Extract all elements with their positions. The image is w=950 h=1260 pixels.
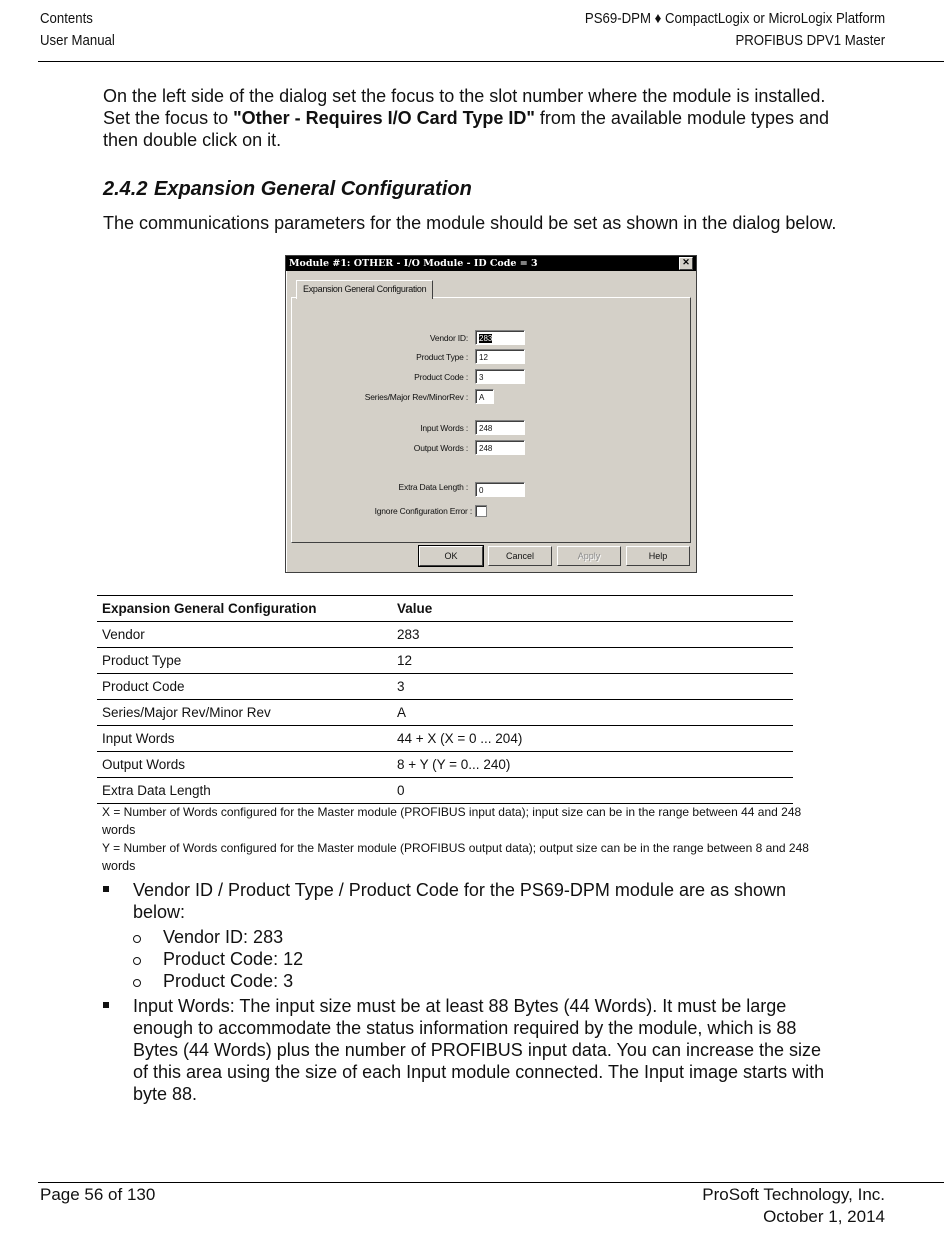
header-left [40, 8, 115, 52]
apply-button[interactable]: Apply [557, 546, 621, 566]
output-words-field[interactable]: 248 [475, 440, 525, 455]
header-rule [38, 61, 944, 62]
header-product-sub: PROFIBUS DPV1 Master [735, 32, 885, 49]
input-words-label: Input Words : [420, 423, 468, 433]
intro-line-1: On the left side of the dialog set the focus to the slot number where the module is installed. [103, 86, 826, 106]
ignore-config-error-label: Ignore Configuration Error : [374, 506, 472, 516]
vendor-id-field[interactable] [475, 330, 525, 345]
note-y-line-2: words [102, 859, 136, 873]
table-row [97, 778, 793, 804]
table-cell-value: A [392, 700, 793, 726]
footer-date: October 1, 2014 [763, 1207, 885, 1226]
bullet-2-line-5: byte 88. [133, 1084, 198, 1104]
close-icon[interactable]: ✕ [679, 257, 693, 270]
bullet-2-line-4: of this area using the size of each Input module connected. The Input image starts with [133, 1062, 825, 1082]
bullet-text [133, 995, 893, 1105]
intro-line-2-pre: Set the focus to [103, 108, 234, 128]
header-user-manual: User Manual [40, 32, 115, 49]
intro-line-2 [103, 107, 893, 129]
series-rev-label: Series/Major Rev/MinorRev : [364, 392, 468, 402]
circle-bullet-icon [133, 957, 141, 965]
config-table [97, 595, 793, 804]
table-header-config: Expansion General Configuration [97, 596, 392, 622]
table-row [97, 674, 793, 700]
table-cell-value: 3 [392, 674, 793, 700]
dialog-title: Module #1: OTHER - I/O Module - ID Code = 3 [289, 258, 538, 269]
note-x-line-1: X = Number of Words configured for the Master module (PROFIBUS input data); input size can be in the range between 44 and 248 [102, 805, 802, 819]
output-words-label: Output Words : [413, 443, 468, 453]
table-cell-param: Product Type [97, 648, 392, 674]
footer-rule [38, 1182, 944, 1183]
cancel-button[interactable]: Cancel [488, 546, 552, 566]
table-row [97, 648, 793, 674]
vendor-id-label: Vendor ID: [429, 333, 468, 343]
table-cell-value: 8 + Y (Y = 0... 240) [392, 752, 793, 778]
table-cell-value: 44 + X (X = 0 ... 204) [392, 726, 793, 752]
table-header-value: Value [392, 596, 793, 622]
table-cell-value: 0 [392, 778, 793, 804]
table-cell-param: Output Words [97, 752, 392, 778]
note-y-line-1: Y = Number of Words configured for the Master module (PROFIBUS output data); output size can be in the range between 8 and 248 [102, 841, 809, 855]
product-code-label: Product Code : [414, 372, 468, 382]
bullet-1-line-2: below: [133, 902, 186, 922]
bullet-2-line-3: Bytes (44 Words) plus the number of PROFIBUS input data. You can increase the size [133, 1040, 822, 1060]
footer-right [702, 1184, 885, 1228]
header-contents: Contents [40, 10, 93, 27]
sub-bullet-1: Vendor ID: 283 [163, 927, 284, 947]
intro-line-2-bold: "Other - Requires I/O Card Type ID" [233, 108, 535, 128]
table-cell-param: Series/Major Rev/Minor Rev [97, 700, 392, 726]
section-title: Expansion General Configuration [154, 178, 472, 200]
bullet-1-line-1: Vendor ID / Product Type / Product Code for the PS69-DPM module are as shown [133, 880, 787, 900]
intro-paragraph [103, 85, 893, 151]
table-row [97, 700, 793, 726]
circle-bullet-icon [133, 935, 141, 943]
product-type-field[interactable]: 12 [475, 349, 525, 364]
table-cell-value: 12 [392, 648, 793, 674]
table-row [97, 622, 793, 648]
ok-button[interactable]: OK [419, 546, 483, 566]
sub-bullet-3: Product Code: 3 [163, 971, 294, 991]
product-type-label: Product Type : [416, 352, 468, 362]
product-code-field[interactable]: 3 [475, 369, 525, 384]
bullet-square-icon [103, 1002, 109, 1008]
section-heading [103, 178, 472, 201]
bullet-square-icon [103, 886, 109, 892]
table-cell-param: Product Code [97, 674, 392, 700]
note-x-line-2: words [102, 823, 136, 837]
tab-expansion-general-configuration[interactable]: Expansion General Configuration [296, 280, 433, 299]
dialog-title-bar [286, 256, 696, 271]
table-row [97, 752, 793, 778]
table-cell-param: Extra Data Length [97, 778, 392, 804]
extra-data-length-label: Extra Data Length : [398, 482, 468, 492]
module-dialog [285, 255, 697, 573]
sub-bullet-2: Product Code: 12 [163, 949, 304, 969]
extra-data-length-field[interactable]: 0 [475, 482, 525, 497]
bullet-2-line-2: enough to accommodate the status information required by the module, which is 88 [133, 1018, 797, 1038]
header-right [585, 8, 885, 52]
table-header-row [97, 596, 793, 622]
footer-page-number: Page 56 of 130 [40, 1185, 156, 1204]
section-description: The communications parameters for the module should be set as shown in the dialog below. [103, 213, 837, 233]
bullet-text [133, 879, 853, 923]
intro-line-3: then double click on it. [103, 130, 282, 150]
footer-company: ProSoft Technology, Inc. [702, 1185, 885, 1204]
ignore-config-error-checkbox[interactable] [475, 505, 487, 517]
bullet-2-line-1: Input Words: The input size must be at least 88 Bytes (44 Words). It must be large [133, 996, 787, 1016]
table-cell-param: Input Words [97, 726, 392, 752]
intro-line-2-post: from the available module types and [534, 108, 830, 128]
table-cell-param: Vendor [97, 622, 392, 648]
table-cell-value: 283 [392, 622, 793, 648]
note-x [102, 803, 862, 875]
input-words-field[interactable]: 248 [475, 420, 525, 435]
help-button[interactable]: Help [626, 546, 690, 566]
header-product: PS69-DPM ♦ CompactLogix or MicroLogix Platform [584, 10, 885, 27]
circle-bullet-icon [133, 979, 141, 987]
section-number: 2.4.2 [103, 178, 148, 200]
vendor-id-value: 283 [479, 334, 493, 343]
series-rev-field[interactable]: A [475, 389, 494, 404]
table-row [97, 726, 793, 752]
